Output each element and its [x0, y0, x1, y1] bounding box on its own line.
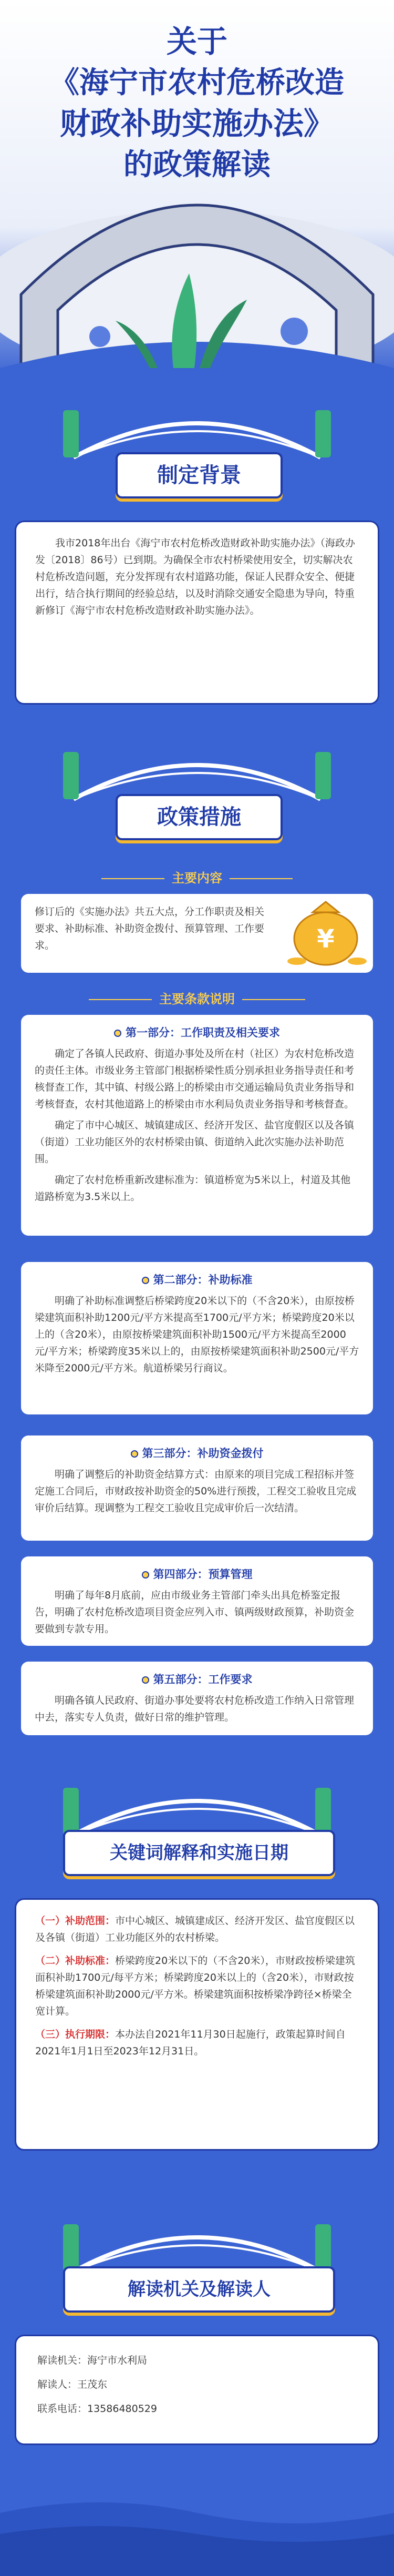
bridge-railing-icon: [53, 379, 341, 463]
interpreter-person: 解读人：王茂东: [37, 2379, 108, 2390]
term-scope-text: 市中心城区、城镇建成区、经济开发区、盐官度假区以及各镇（街道）工业功能区外的农村桥梁。: [35, 1915, 355, 1943]
part-3-title: 第三部分：补助资金拨付: [35, 1445, 359, 1461]
part-1-paragraph-1: 确定了各镇人民政府、街道办事处及所在村（社区）为农村危桥改造的责任主体。市级业务主管部门根据桥梁性质分别承担业务指导责任和考核督查工作，其中镇、村级公路上的桥梁由市交通运输局负责业务指导和考核督查，农村其他道路上的桥梁由市水利局负责业务指导和考核督查。: [35, 1048, 355, 1110]
part-5-title: 第五部分：工作要求: [35, 1671, 359, 1687]
term-scope-label: （一）补助范围：: [35, 1915, 116, 1927]
interpreter-title: 解读机关及解读人: [63, 2266, 335, 2313]
bridge-railing-icon: [53, 1756, 341, 1840]
key-clauses-heading: 主要条款说明: [0, 989, 394, 1007]
part-3-card: [21, 1435, 373, 1541]
measures-banner: [53, 720, 341, 847]
term-scope: [35, 1912, 359, 1946]
part-3-paragraph-1: 明确了调整后的补助资金结算方式：由原来的项目完成工程招标并签定施工合同后，市财政按补助资金的50%进行预拨，工程交工验收且完成审价后结算。现调整为工程交工验收且完成审价后一次结清。: [35, 1469, 357, 1514]
background-title: 制定背景: [116, 452, 283, 498]
part-1-card: [21, 1015, 373, 1236]
part-1-title: 第一部分：工作职责及相关要求: [35, 1024, 359, 1040]
term-standard: [35, 1952, 359, 2020]
part-1-paragraph-3: 确定了农村危桥重新改建标准为：镇道桥宽为5米以上，村道及其他道路桥宽为3.5米以上。: [35, 1174, 351, 1203]
svg-text:¥: ¥: [317, 924, 335, 954]
part-1-paragraph-2: 确定了市中心城区、城镇建成区、经济开发区、盐官度假区以及各镇（街道）工业功能区外的农村桥梁由镇、街道纳入此次实施办法补助范围。: [35, 1119, 355, 1165]
footer-water-decoration: [0, 2471, 394, 2576]
part-4-card: [21, 1556, 373, 1646]
bridge-railing-icon: [53, 720, 341, 805]
term-period-text: 本办法自2021年11月30日起施行，政策起算时间自2021年1月1日至2023年12月31日。: [35, 2029, 346, 2057]
terms-title: 关键词解释和实施日期: [63, 1830, 335, 1876]
money-bag-icon: [284, 889, 368, 968]
main-content-text: 修订后的《实施办法》共五大点，分工作职责及相关要求、补助标准、补助资金拨付、预算管理、工作要求。: [35, 906, 265, 951]
part-4-title: 第四部分：预算管理: [35, 1566, 359, 1582]
interpreter-banner: [53, 2193, 341, 2319]
interpreter-agency: 解读机关：海宁市水利局: [37, 2355, 148, 2366]
measures-title: 政策措施: [116, 794, 283, 840]
main-content-heading: 主要内容: [0, 868, 394, 886]
bridge-railing-icon: [53, 2193, 341, 2277]
term-standard-label: （二）补助标准：: [35, 1955, 116, 1967]
terms-card: [15, 1898, 379, 2151]
hero-title-line3: 财政补助实施办法》: [59, 106, 334, 141]
part-5-paragraph-1: 明确各镇人民政府、街道办事处要将农村危桥改造工作纳入日常管理中去，落实专人负责，做好日常的维护管理。: [35, 1695, 355, 1723]
part-2-paragraph-1: 明确了补助标准调整后桥梁跨度20米以下的（不含20米），由原按桥梁建筑面积补助1200元/平方米提高至1700元/平方米；桥梁跨度20米以上的（含20米），由原按桥梁建筑面积补助1500元/平方米提高至2000元/平方米；桥梁跨度35米以上的，由原按桥梁建筑面积补助2500元/平方米降至2000元/平方米。航道桥梁另行商议。: [35, 1295, 359, 1374]
terms-banner: [53, 1756, 341, 1882]
term-standard-text: 桥梁跨度20米以下的（不含20米），市财政按桥梁建筑面积补助1700元/每平方米；桥梁跨度20米以上的（含20米），市财政按桥梁建筑面积补助2000元/平方米。桥梁建筑面积按桥梁净跨径×桥梁全宽计算。: [35, 1955, 355, 2017]
hero-title-line2: 《海宁市农村危桥改造: [50, 65, 344, 100]
hero-title-line4: 的政策解读: [123, 147, 271, 182]
term-period-label: （三）执行期限：: [35, 2029, 116, 2040]
part-2-card: [21, 1262, 373, 1414]
part-5-card: [21, 1662, 373, 1735]
background-banner: [53, 379, 341, 505]
part-4-paragraph-1: 明确了每年8月底前，应由市级业务主管部门牵头出具危桥鉴定报告，明确了农村危桥改造项目资金应列入市、镇两级财政预算，补助资金要做到专款专用。: [35, 1590, 355, 1635]
term-period: [35, 2026, 359, 2060]
interpreter-phone: 联系电话：13586480529: [37, 2403, 157, 2415]
hero-title: [0, 21, 394, 185]
part-2-title: 第二部分：补助标准: [35, 1271, 359, 1287]
background-card: [15, 521, 379, 705]
background-text: 我市2018年出台《海宁市农村危桥改造财政补助实施办法》（海政办发〔2018〕86号）已到期。为确保全市农村桥梁使用安全，切实解决农村危桥改造问题，充分发挥现有农村道路功能，保证人民群众安全、便捷出行，结合执行期间的经验总结，以及时消除交通安全隐患为导向，特重新修订《海宁市农村危桥改造财政补助实施办法》。: [35, 537, 355, 616]
hero-title-line1: 关于: [166, 24, 227, 59]
hero-banner: [0, 0, 394, 379]
interpreter-card: [15, 2335, 379, 2445]
